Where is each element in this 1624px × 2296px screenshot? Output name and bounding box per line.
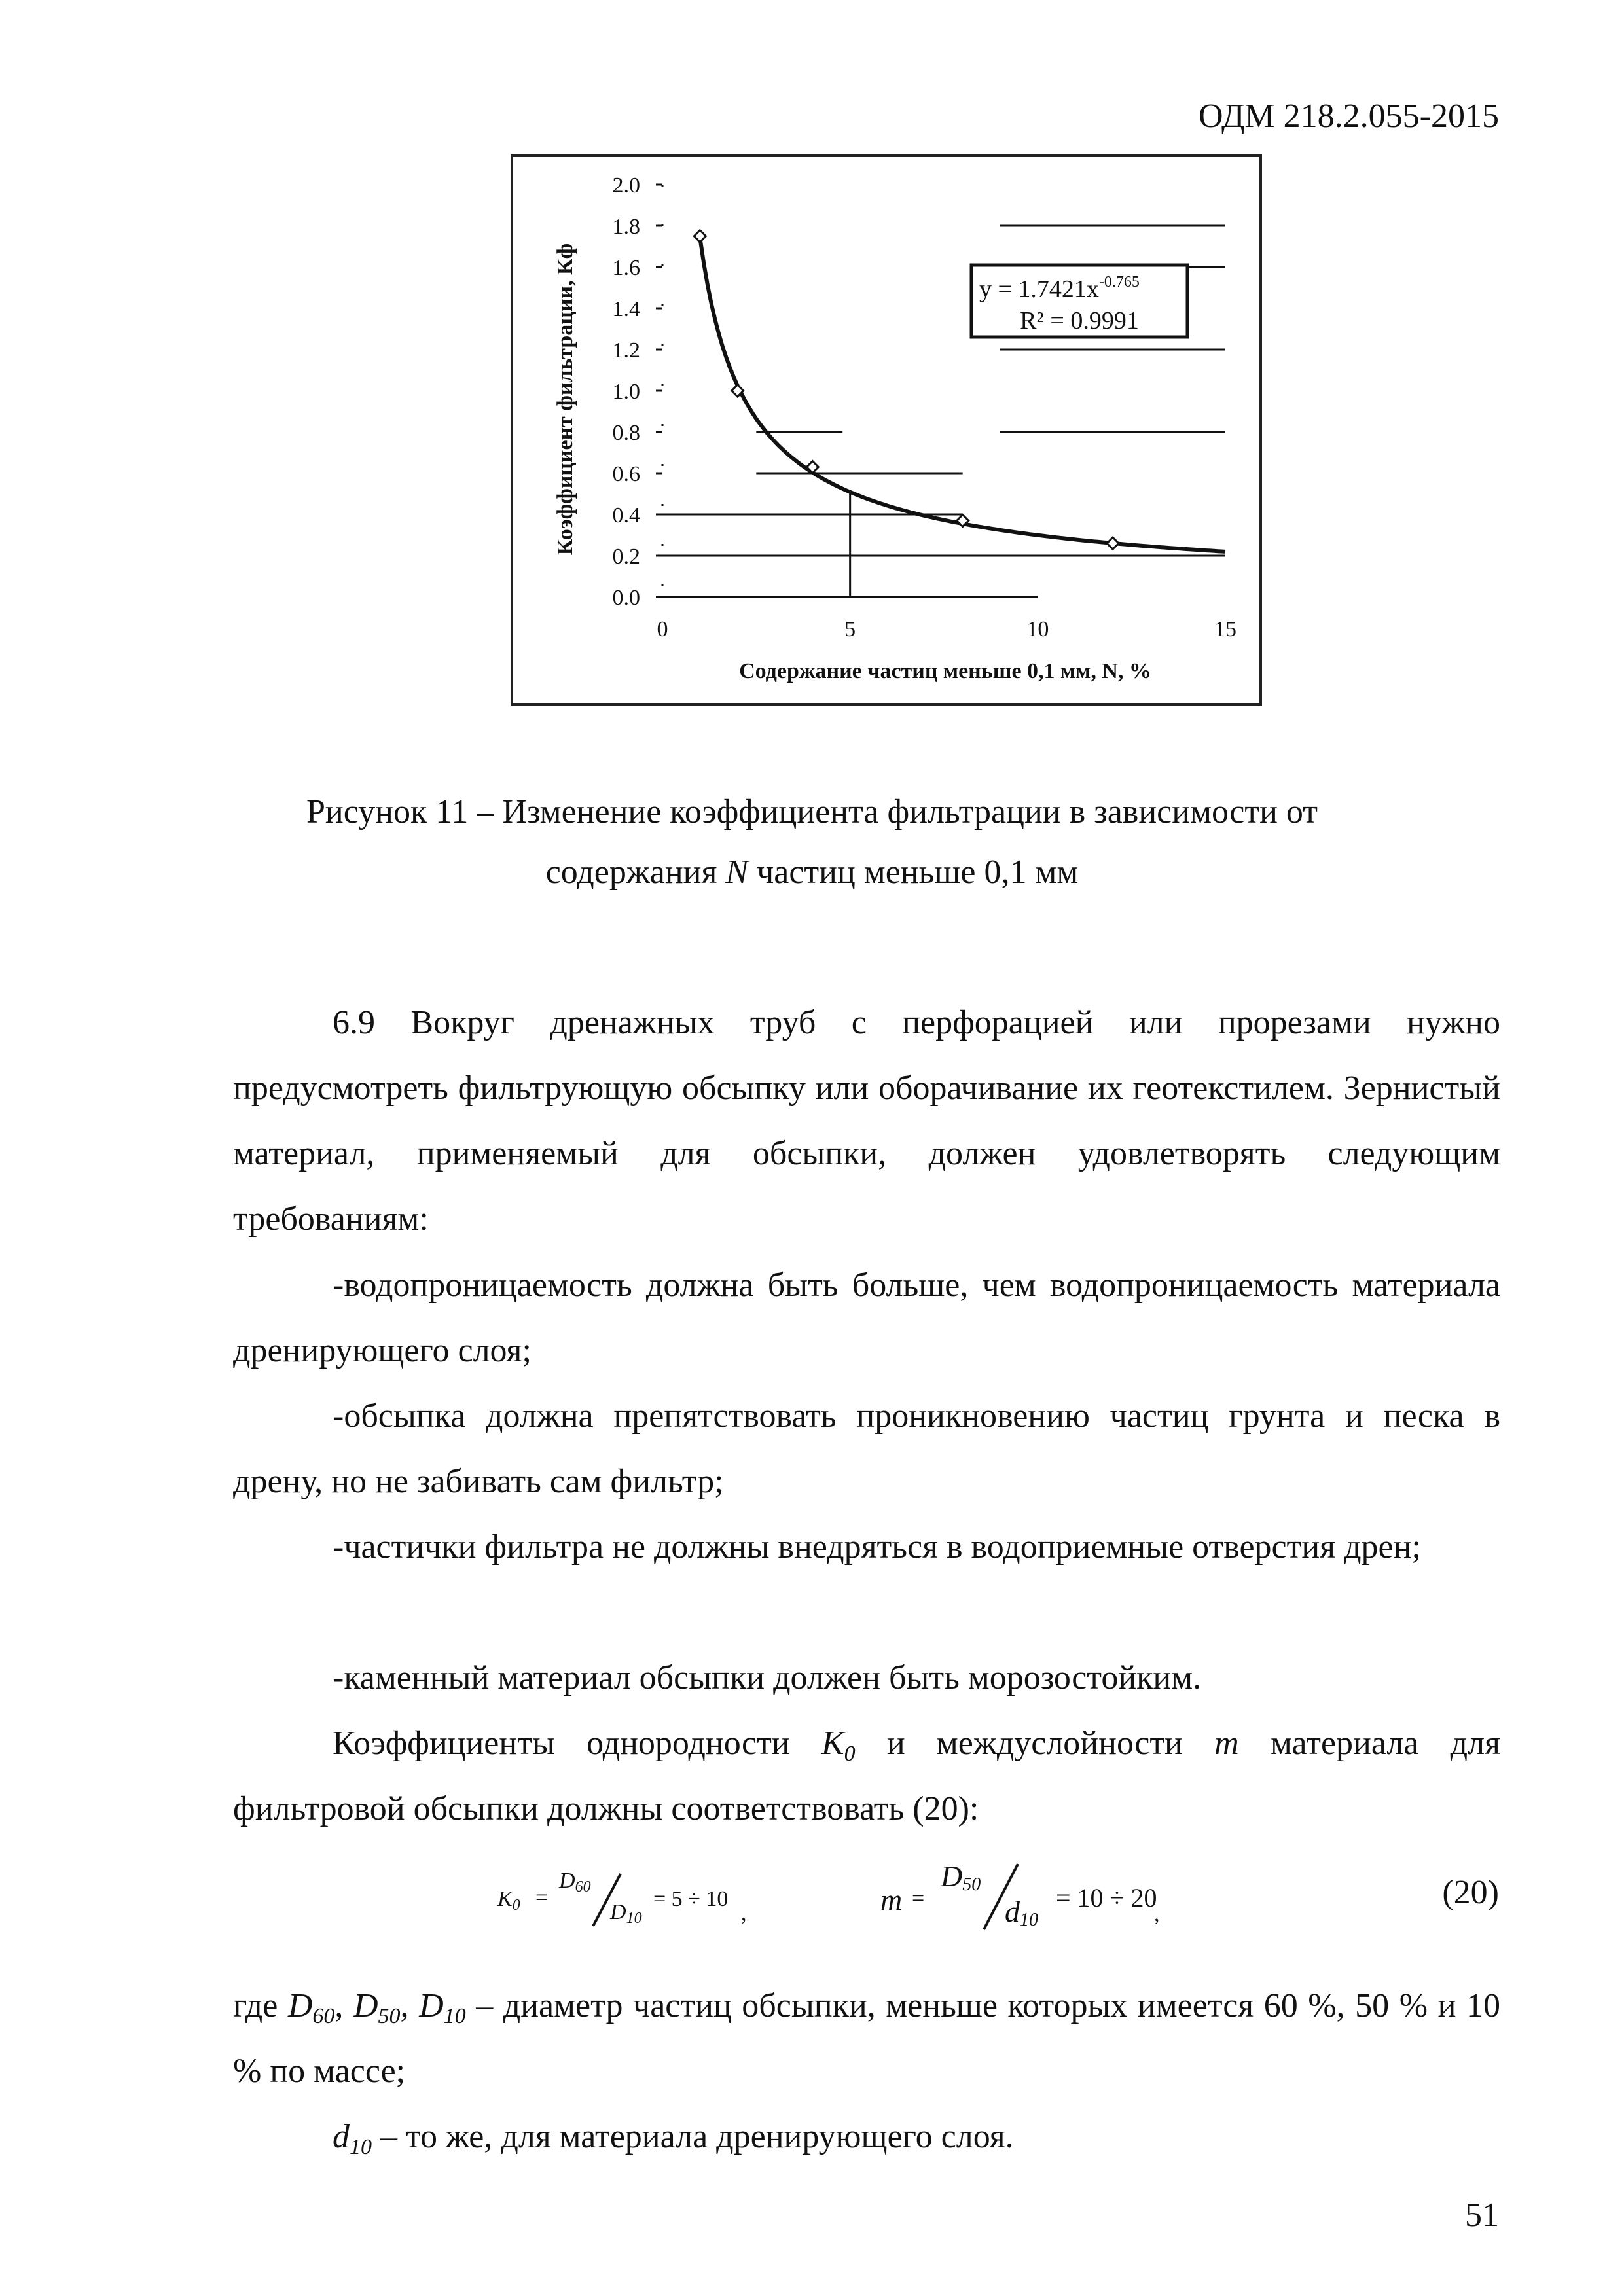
equation-exponent: -0.765 [1098,274,1140,291]
var-d60: D [287,1987,313,2024]
var-k-sub: 0 [844,1742,856,1766]
chart-axes [656,185,1038,597]
paragraph-where [233,1973,1500,2104]
caption-text-end: частиц меньше 0,1 мм [748,853,1079,891]
text: где [233,1987,288,2024]
figure-caption [0,782,1624,903]
x-tick-label: 15 [1214,617,1236,641]
chart-labels [553,173,1236,683]
y-tick-label: 0.0 [612,586,640,610]
text: и междуслойности [855,1725,1215,1762]
caption-variable: N [725,853,749,891]
sep: , [400,1987,420,2024]
data-point [1107,537,1119,549]
paragraph-6-9: 6.9 Вокруг дренажных труб с перфорацией или прорезами нужно предусмотреть фильтрующую обсыпку или оборачивание их геотекстилем. Зернистый материал, применяемый для обсыпки, должен удовлетворять следующим требованиям: [233,1004,1500,1238]
var-d50-sub: 50 [378,2004,401,2028]
formula-m-den-sub: 10 [1020,1910,1038,1930]
formula-number: (20) [1442,1874,1499,1911]
formula-k0-num: D [559,1869,575,1893]
var-d60-sub: 60 [312,2004,335,2028]
bullet-frost-resistant: -каменный материал обсыпки должен быть морозостойким. [333,1659,1202,1696]
formula-k0-rhs: = 5 ÷ 10 [653,1887,729,1911]
caption-text: содержания [545,853,726,891]
bullet-filter-particles: -частички фильтра не должны внедряться в водоприемные отверстия дрен; [333,1528,1421,1566]
formula-k0-eq: = [535,1886,549,1910]
var-m: m [1214,1725,1239,1762]
x-tick-label: 5 [844,617,856,641]
r-squared-label: R² = 0.9991 [1020,307,1139,334]
var-d10-sub: 10 [443,2004,466,2028]
formula-m-eq: = [912,1886,925,1910]
text: материала для фильтровой обсыпки должны соответствовать (20): [233,1725,1501,1827]
caption-line-1: Рисунок 11 – Изменение коэффициента фильтрации в зависимости от [306,793,1318,831]
y-axis-title: Коэффициент фильтрации, Кф [553,243,577,556]
equation-base: y = 1.7421x [979,276,1099,303]
y-tick-label: 1.2 [612,338,640,363]
y-tick-label: 2.0 [612,173,640,198]
chart-figure [511,154,1262,706]
x-tick-label: 10 [1026,617,1049,641]
text: Коэффициенты однородности [333,1725,821,1762]
document-id: ОДМ 218.2.055-2015 [1199,98,1499,135]
text: – диаметр частиц обсыпки, меньше которых имеется 60 %, 50 % и 10 % по массе; [233,1987,1501,2090]
bullet-soil-particles: -обсыпка должна препятствовать проникновению частиц грунта и песка в дрену, но не забивать сам фильтр; [233,1397,1500,1500]
y-tick-label: 0.4 [612,503,640,528]
y-tick-label: 1.4 [612,297,640,321]
var-d: d [333,2118,350,2155]
formula-k0 [497,1869,772,1941]
chart-svg [513,157,1259,703]
sep: , [334,1987,353,2024]
formula-m [880,1859,1188,1937]
formula-k0-comma: , [741,1901,747,1926]
var-d50: D [353,1987,378,2024]
paragraph-d10 [233,2104,1500,2170]
var-d-sub: 10 [350,2135,372,2159]
bullet-permeability: -водопроницаемость должна быть больше, чем водопроницаемость материала дренирующего слоя; [233,1266,1500,1369]
formula-m-num-sub: 50 [962,1874,981,1895]
y-tick-label: 0.8 [612,421,640,445]
var-k: K [821,1725,844,1762]
y-tick-label: 1.8 [612,215,640,239]
formula-k0-num-sub: 60 [575,1878,591,1895]
formula-m-den: d [1005,1895,1020,1928]
x-axis-title: Содержание частиц меньше 0,1 мм, N, % [739,659,1151,683]
y-tick-label: 1.0 [612,380,640,404]
y-tick-label: 1.6 [612,256,640,280]
formula-m-lhs: m [880,1883,903,1916]
formula-k0-lhs: K [497,1887,513,1911]
y-tick-label: 0.2 [612,545,640,569]
paragraph-coefficients [233,1711,1500,1842]
page-number: 51 [1465,2197,1499,2234]
formula-m-num: D [941,1859,963,1893]
formula-k0-lhs-sub: 0 [512,1897,520,1914]
y-tick-label: 0.6 [612,462,640,486]
formula-k0-den-sub: 10 [626,1910,642,1927]
formula-k0-den: D [610,1900,626,1924]
caption-line-2 [0,842,1624,903]
var-d10: D [419,1987,444,2024]
formula-m-comma: , [1154,1902,1160,1926]
formula-m-rhs: = 10 ÷ 20 [1056,1883,1157,1912]
data-point [694,230,706,242]
x-tick-label: 0 [657,617,668,641]
text: – то же, для материала дренирующего слоя. [372,2118,1014,2155]
